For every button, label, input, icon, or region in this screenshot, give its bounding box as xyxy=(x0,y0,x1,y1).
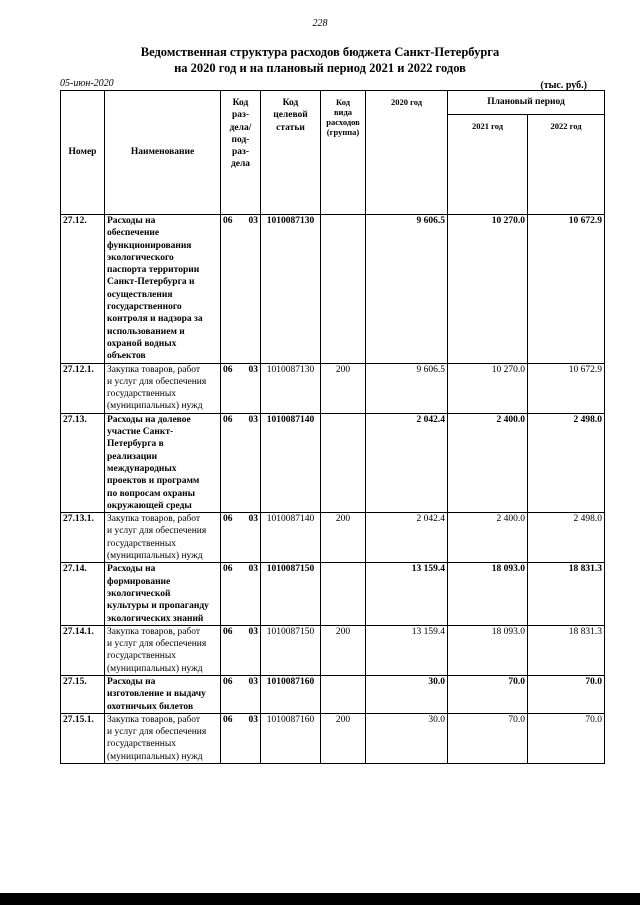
row-name-line: осуществления xyxy=(107,289,173,300)
row-name-line: и услуг для обеспечения xyxy=(107,526,207,537)
table-row xyxy=(61,675,605,713)
row-expense-type: 200 xyxy=(321,513,366,563)
row-section-code xyxy=(221,215,261,364)
row-value-2022: 2 498.0 xyxy=(528,513,605,563)
row-value-2020: 30.0 xyxy=(366,713,448,763)
row-name-line: изготовление и выдачу xyxy=(107,689,206,700)
section-code: 06 xyxy=(223,216,233,226)
row-value-2021: 18 093.0 xyxy=(448,563,528,625)
row-name-line: Закупка товаров, работ xyxy=(107,364,201,375)
row-name-line: охраной водных xyxy=(107,338,177,349)
row-value-2021: 70.0 xyxy=(448,713,528,763)
section-code: 06 xyxy=(223,714,233,725)
row-section-code xyxy=(221,363,261,413)
row-name-line: охотничьих билетов xyxy=(107,701,194,712)
row-name-line: использованием и xyxy=(107,326,185,337)
row-value-2021: 2 400.0 xyxy=(448,513,528,563)
row-value-2022: 10 672.9 xyxy=(528,215,605,364)
row-name-line: по вопросам охраны xyxy=(107,488,196,499)
row-section-code xyxy=(221,625,261,675)
subsection-code: 03 xyxy=(248,714,258,725)
header-expense-type: Код вида расходов (группа) xyxy=(321,91,366,215)
row-name-line: и услуг для обеспечения xyxy=(107,639,207,650)
row-value-2022: 70.0 xyxy=(528,675,605,713)
row-number: 27.14.1. xyxy=(61,625,105,675)
page-number: 228 xyxy=(312,18,328,29)
row-value-2022: 2 498.0 xyxy=(528,413,605,512)
row-target-code: 1010087130 xyxy=(261,363,321,413)
header-number: Номер xyxy=(61,91,105,215)
row-value-2022: 10 672.9 xyxy=(528,363,605,413)
row-name-line: экологических знаний xyxy=(107,613,204,624)
row-name-line: Расходы на долевое xyxy=(107,414,191,425)
document-title-line-2: на 2020 год и на плановый период 2021 и 2022 годов xyxy=(174,61,466,75)
row-value-2020: 9 606.5 xyxy=(366,363,448,413)
section-code: 06 xyxy=(223,564,233,575)
row-name-line: реализации xyxy=(107,451,158,462)
row-name-line: экологической xyxy=(107,588,171,599)
row-name-line: паспорта территории xyxy=(107,265,200,276)
subsection-code: 03 xyxy=(248,414,258,425)
row-value-2020: 2 042.4 xyxy=(366,513,448,563)
row-name-line: Расходы на xyxy=(107,676,156,687)
row-name-line: и услуг для обеспечения xyxy=(107,376,207,387)
row-name-line: Расходы на xyxy=(107,216,156,226)
row-target-code: 1010087130 xyxy=(261,215,321,364)
subsection-code: 03 xyxy=(248,364,258,375)
row-number: 27.15. xyxy=(61,675,105,713)
row-name-line: (муниципальных) нужд xyxy=(107,751,203,762)
header-target-code: Код целевой статьи xyxy=(261,91,321,215)
row-name xyxy=(105,675,221,713)
header-2021: 2021 год xyxy=(448,115,528,215)
row-section-code xyxy=(221,413,261,512)
subsection-code: 03 xyxy=(248,564,258,575)
document-title xyxy=(0,44,640,76)
row-name xyxy=(105,513,221,563)
header-plan-period: Плановый период xyxy=(448,91,605,115)
row-expense-type xyxy=(321,413,366,512)
row-value-2022: 18 831.3 xyxy=(528,563,605,625)
row-section-code xyxy=(221,713,261,763)
row-target-code: 1010087150 xyxy=(261,563,321,625)
row-name-line: (муниципальных) нужд xyxy=(107,401,203,412)
row-target-code: 1010087160 xyxy=(261,713,321,763)
subsection-code: 03 xyxy=(248,676,258,687)
row-value-2020: 2 042.4 xyxy=(366,413,448,512)
header-2020: 2020 год xyxy=(366,91,448,215)
section-code: 06 xyxy=(223,364,233,375)
document-date: 05-июн-2020 xyxy=(60,78,114,89)
table-row xyxy=(61,413,605,512)
document-title-line-1: Ведомственная структура расходов бюджета Санкт-Петербурга xyxy=(140,45,500,59)
row-value-2020: 13 159.4 xyxy=(366,563,448,625)
row-name-line: Закупка товаров, работ xyxy=(107,626,201,637)
row-name-line: Санкт-Петербурга и xyxy=(107,277,195,288)
row-expense-type: 200 xyxy=(321,713,366,763)
row-value-2021: 2 400.0 xyxy=(448,413,528,512)
row-name xyxy=(105,713,221,763)
row-value-2020: 13 159.4 xyxy=(366,625,448,675)
budget-table xyxy=(60,90,605,764)
subsection-code: 03 xyxy=(248,216,258,226)
row-name xyxy=(105,363,221,413)
row-name-line: экологического xyxy=(107,252,174,263)
row-value-2020: 9 606.5 xyxy=(366,215,448,364)
row-expense-type xyxy=(321,675,366,713)
row-value-2021: 18 093.0 xyxy=(448,625,528,675)
row-number: 27.13. xyxy=(61,413,105,512)
row-section-code xyxy=(221,675,261,713)
row-target-code: 1010087140 xyxy=(261,513,321,563)
row-name-line: государственных xyxy=(107,651,177,662)
row-expense-type xyxy=(321,215,366,364)
row-number: 27.13.1. xyxy=(61,513,105,563)
row-name-line: окружающей среды xyxy=(107,500,192,511)
row-name xyxy=(105,563,221,625)
section-code: 06 xyxy=(223,676,233,687)
row-name xyxy=(105,413,221,512)
row-name-line: государственных xyxy=(107,389,177,400)
header-section-code: Код раз- дела/ под- раз- дела xyxy=(221,91,261,215)
row-target-code: 1010087140 xyxy=(261,413,321,512)
row-name-line: государственных xyxy=(107,739,177,750)
row-name xyxy=(105,215,221,364)
header-2022: 2022 год xyxy=(528,115,605,215)
row-name-line: функционирования xyxy=(107,240,192,251)
row-target-code: 1010087160 xyxy=(261,675,321,713)
table-row xyxy=(61,215,605,364)
row-name-line: контроля и надзора за xyxy=(107,314,203,325)
row-value-2022: 18 831.3 xyxy=(528,625,605,675)
header-name: Наименование xyxy=(105,91,221,215)
row-name-line: участие Санкт- xyxy=(107,427,174,438)
row-value-2021: 70.0 xyxy=(448,675,528,713)
row-name-line: Закупка товаров, работ xyxy=(107,514,201,525)
row-name-line: Петербурга в xyxy=(107,439,164,450)
row-name-line: Расходы на xyxy=(107,564,156,575)
table-row xyxy=(61,713,605,763)
row-target-code: 1010087150 xyxy=(261,625,321,675)
row-number: 27.12.1. xyxy=(61,363,105,413)
row-expense-type: 200 xyxy=(321,363,366,413)
row-expense-type xyxy=(321,563,366,625)
row-name-line: формирование xyxy=(107,576,171,587)
table-row xyxy=(61,625,605,675)
row-value-2021: 10 270.0 xyxy=(448,215,528,364)
row-name-line: международных xyxy=(107,463,177,474)
row-name-line: культуры и пропаганду xyxy=(107,601,209,612)
section-code: 06 xyxy=(223,626,233,637)
row-section-code xyxy=(221,513,261,563)
row-value-2020: 30.0 xyxy=(366,675,448,713)
table-row xyxy=(61,363,605,413)
row-name-line: государственных xyxy=(107,538,177,549)
row-value-2021: 10 270.0 xyxy=(448,363,528,413)
row-value-2022: 70.0 xyxy=(528,713,605,763)
row-name xyxy=(105,625,221,675)
row-name-line: обеспечение xyxy=(107,228,160,239)
row-number: 27.15.1. xyxy=(61,713,105,763)
row-name-line: (муниципальных) нужд xyxy=(107,551,203,562)
section-code: 06 xyxy=(223,514,233,525)
subsection-code: 03 xyxy=(248,514,258,525)
units-label: (тыс. руб.) xyxy=(540,80,587,91)
row-section-code xyxy=(221,563,261,625)
row-name-line: и услуг для обеспечения xyxy=(107,727,207,738)
row-name-line: Закупка товаров, работ xyxy=(107,714,201,725)
table-row xyxy=(61,513,605,563)
row-number: 27.14. xyxy=(61,563,105,625)
section-code: 06 xyxy=(223,414,233,425)
row-expense-type: 200 xyxy=(321,625,366,675)
subsection-code: 03 xyxy=(248,626,258,637)
table-row xyxy=(61,563,605,625)
row-name-line: проектов и программ xyxy=(107,476,200,487)
row-name-line: объектов xyxy=(107,351,146,362)
page-bottom-edge xyxy=(0,893,640,905)
row-name-line: государственного xyxy=(107,302,182,313)
row-number: 27.12. xyxy=(61,215,105,364)
row-name-line: (муниципальных) нужд xyxy=(107,663,203,674)
